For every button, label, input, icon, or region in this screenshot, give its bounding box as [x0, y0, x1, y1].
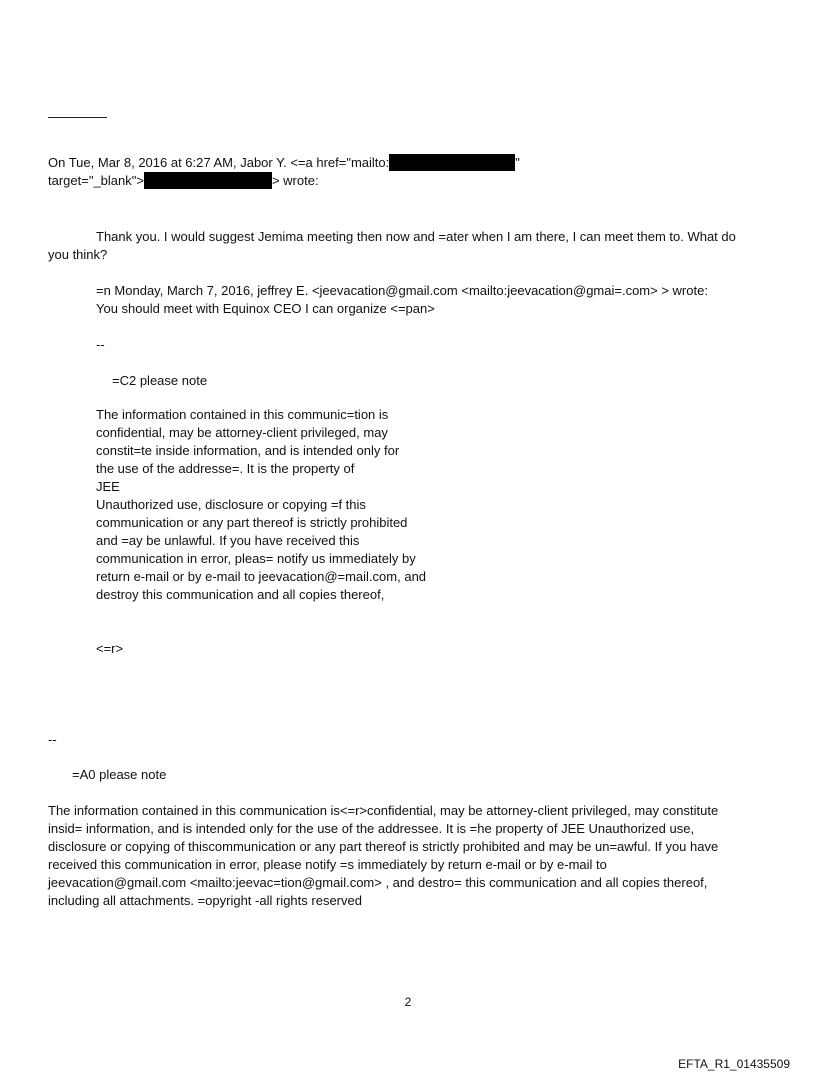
footer-disclaimer — [48, 802, 718, 910]
disclaimer-line: and =ay be unlawful. If you have received this — [96, 533, 360, 548]
header-line-1-text: On Tue, Mar 8, 2016 at 6:27 AM, Jabor Y. <=a href="mailto: — [48, 155, 390, 170]
disclaimer-line: destroy this communication and all copies thereof, — [96, 587, 385, 602]
header-line-1-end: " — [515, 155, 520, 170]
quoted-header: =n Monday, March 7, 2016, jeffrey E. <jeevacation@gmail.com <mailto:jeevacation@gmai=.com> > wrote: — [96, 283, 708, 298]
reply-line-1: Thank you. I would suggest Jemima meeting then now and =ater when I am there, I can meet them to. What do — [96, 229, 736, 244]
page-number: 2 — [404, 995, 412, 1009]
disclaimer-line: jeevacation@gmail.com <mailto:jeevac=tion@gmail.com> , and destro= this communication and all copies thereof, — [48, 875, 708, 890]
disclaimer-line: communication in error, pleas= notify us immediately by — [96, 551, 416, 566]
disclaimer-line: communication or any part thereof is strictly prohibited — [96, 515, 408, 530]
disclaimer-line: the use of the addresse=. It is the property of — [96, 461, 355, 476]
disclaimer-line: return e-mail or by e-mail to jeevacation@=mail.com, and — [96, 569, 427, 584]
disclaimer-line: disclosure or copying of thiscommunication or any part thereof is strictly prohibited and may be un=awful. If you have — [48, 839, 719, 854]
redaction-box — [144, 172, 272, 189]
header-line-2-text: target="_blank"> — [48, 173, 144, 188]
disclaimer-line: Unauthorized use, disclosure or copying =f this — [96, 497, 366, 512]
header-line-2 — [48, 172, 319, 190]
quoted-message: You should meet with Equinox CEO I can organize <=pan> — [96, 301, 435, 316]
disclaimer-line: confidential, may be attorney-client privileged, may — [96, 425, 388, 440]
quoted-note: =C2 please note — [112, 373, 208, 388]
footer-note: =A0 please note — [72, 767, 167, 782]
disclaimer-line: insid= information, and is intended only for the use of the addressee. It is =he property of JEE Unauthorized use, — [48, 821, 695, 836]
disclaimer-line: constit=te inside information, and is intended only for — [96, 443, 400, 458]
header-line-2-end: > wrote: — [271, 173, 319, 188]
disclaimer-line: The information contained in this communication is<=r>confidential, may be attorney-client privileged, may constitute — [48, 803, 719, 818]
quoted-tag: <=r> — [96, 641, 124, 656]
redaction-box — [389, 154, 515, 171]
header-line-1 — [48, 154, 520, 172]
reply-line-2: you think? — [48, 247, 108, 262]
footer-separator: -- — [48, 732, 57, 747]
separator-rule — [48, 117, 107, 118]
disclaimer-line: including all attachments. =opyright -all rights reserved — [48, 893, 362, 908]
quoted-disclaimer — [96, 406, 426, 604]
disclaimer-line: JEE — [96, 479, 120, 494]
disclaimer-line: The information contained in this communic=tion is — [96, 407, 389, 422]
document-id: EFTA_R1_01435509 — [678, 1057, 790, 1071]
disclaimer-line: received this communication in error, please notify =s immediately by return e-mail or by e-mail to — [48, 857, 607, 872]
quoted-separator: -- — [96, 337, 105, 352]
